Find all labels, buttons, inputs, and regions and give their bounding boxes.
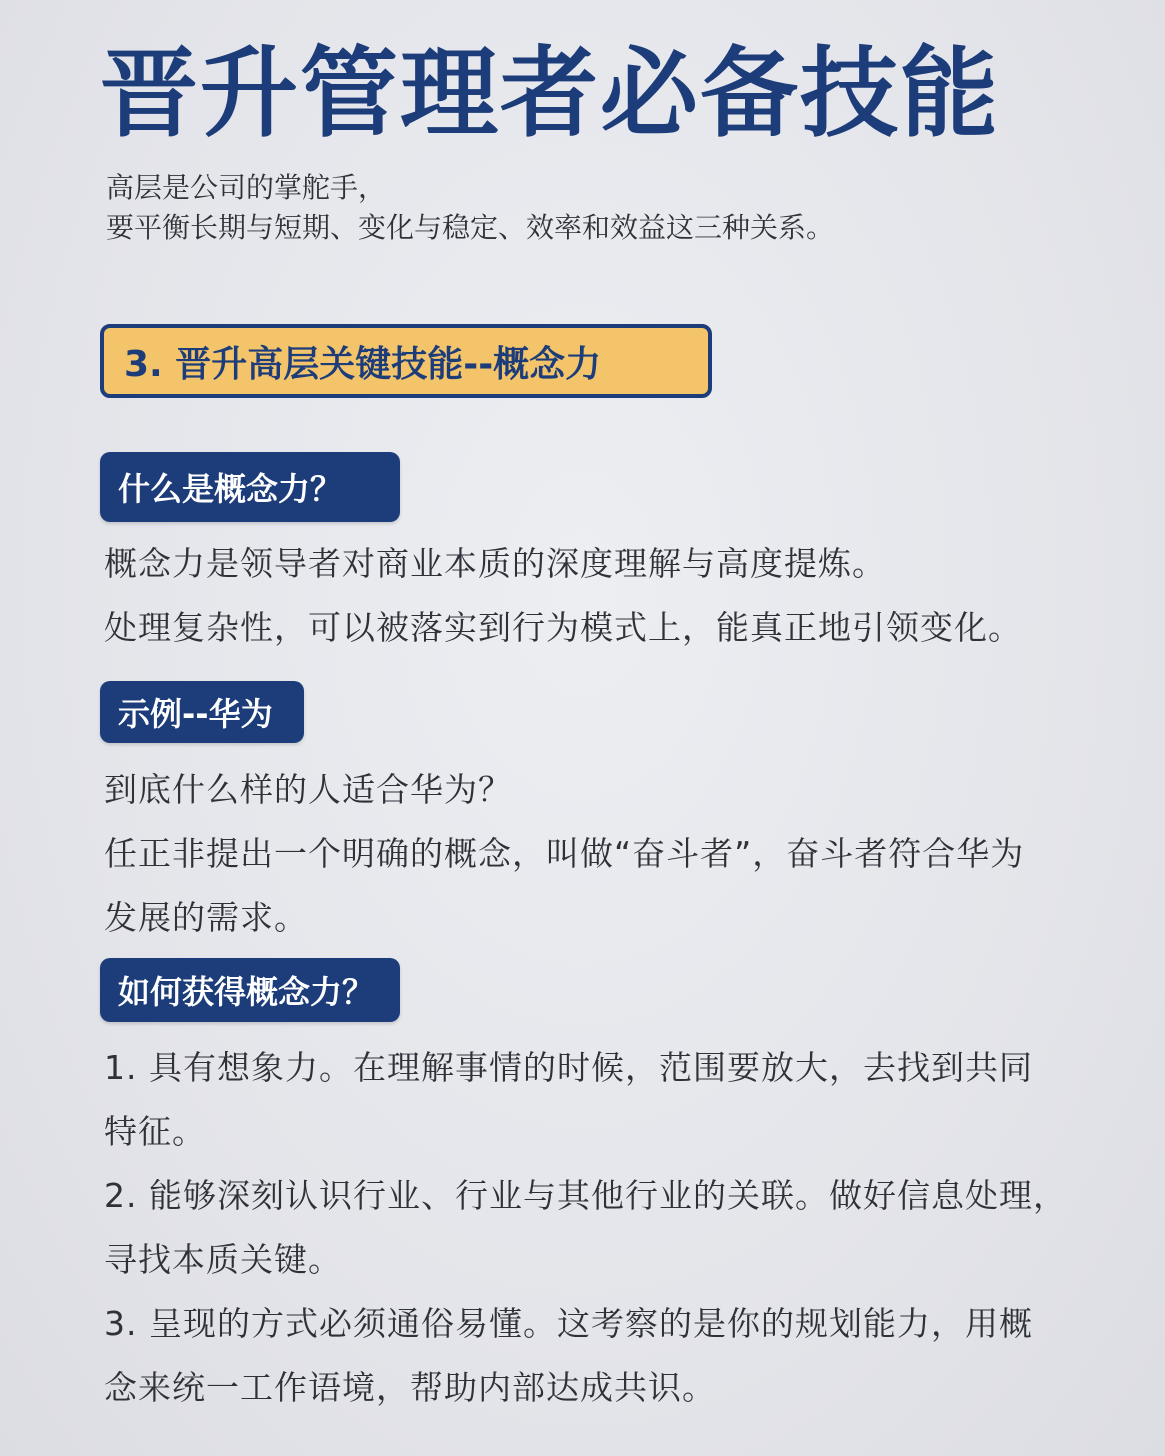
paragraph-line: 2. 能够深刻认识行业、行业与其他行业的关联。做好信息处理，	[104, 1176, 1067, 1215]
intro-text	[106, 168, 834, 248]
section-heading-box	[100, 324, 712, 398]
paragraph-what-is	[104, 532, 1022, 660]
paragraph-how-to	[104, 1036, 1067, 1420]
tag-how-to-acquire: 如何获得概念力？	[100, 958, 400, 1022]
paragraph-line: 发展的需求。	[104, 898, 308, 937]
intro-line-2: 要平衡长期与短期、变化与稳定、效率和效益这三种关系。	[106, 211, 835, 244]
tag-what-is-concept: 什么是概念力？	[100, 452, 400, 522]
paragraph-line: 特征。	[104, 1112, 206, 1151]
paragraph-line: 任正非提出一个明确的概念，叫做“奋斗者”，奋斗者符合华为	[104, 834, 1025, 873]
section-heading: 3. 晋升高层关键技能--概念力	[124, 343, 602, 385]
paragraph-line: 念来统一工作语境，帮助内部达成共识。	[104, 1368, 716, 1407]
page-title: 晋升管理者必备技能	[100, 37, 1001, 151]
paragraph-line: 处理复杂性，可以被落实到行为模式上，能真正地引领变化。	[104, 608, 1022, 647]
paragraph-line: 到底什么样的人适合华为？	[104, 770, 512, 809]
paragraph-line: 概念力是领导者对商业本质的深度理解与高度提炼。	[104, 544, 886, 583]
paragraph-line: 寻找本质关键。	[104, 1240, 342, 1279]
tag-example-huawei: 示例--华为	[100, 681, 304, 743]
paragraph-line: 3. 呈现的方式必须通俗易懂。这考察的是你的规划能力，用概	[104, 1304, 1033, 1343]
paragraph-example	[104, 758, 1024, 950]
paragraph-line: 1. 具有想象力。在理解事情的时候，范围要放大，去找到共同	[104, 1048, 1033, 1087]
intro-line-1: 高层是公司的掌舵手，	[106, 171, 387, 204]
